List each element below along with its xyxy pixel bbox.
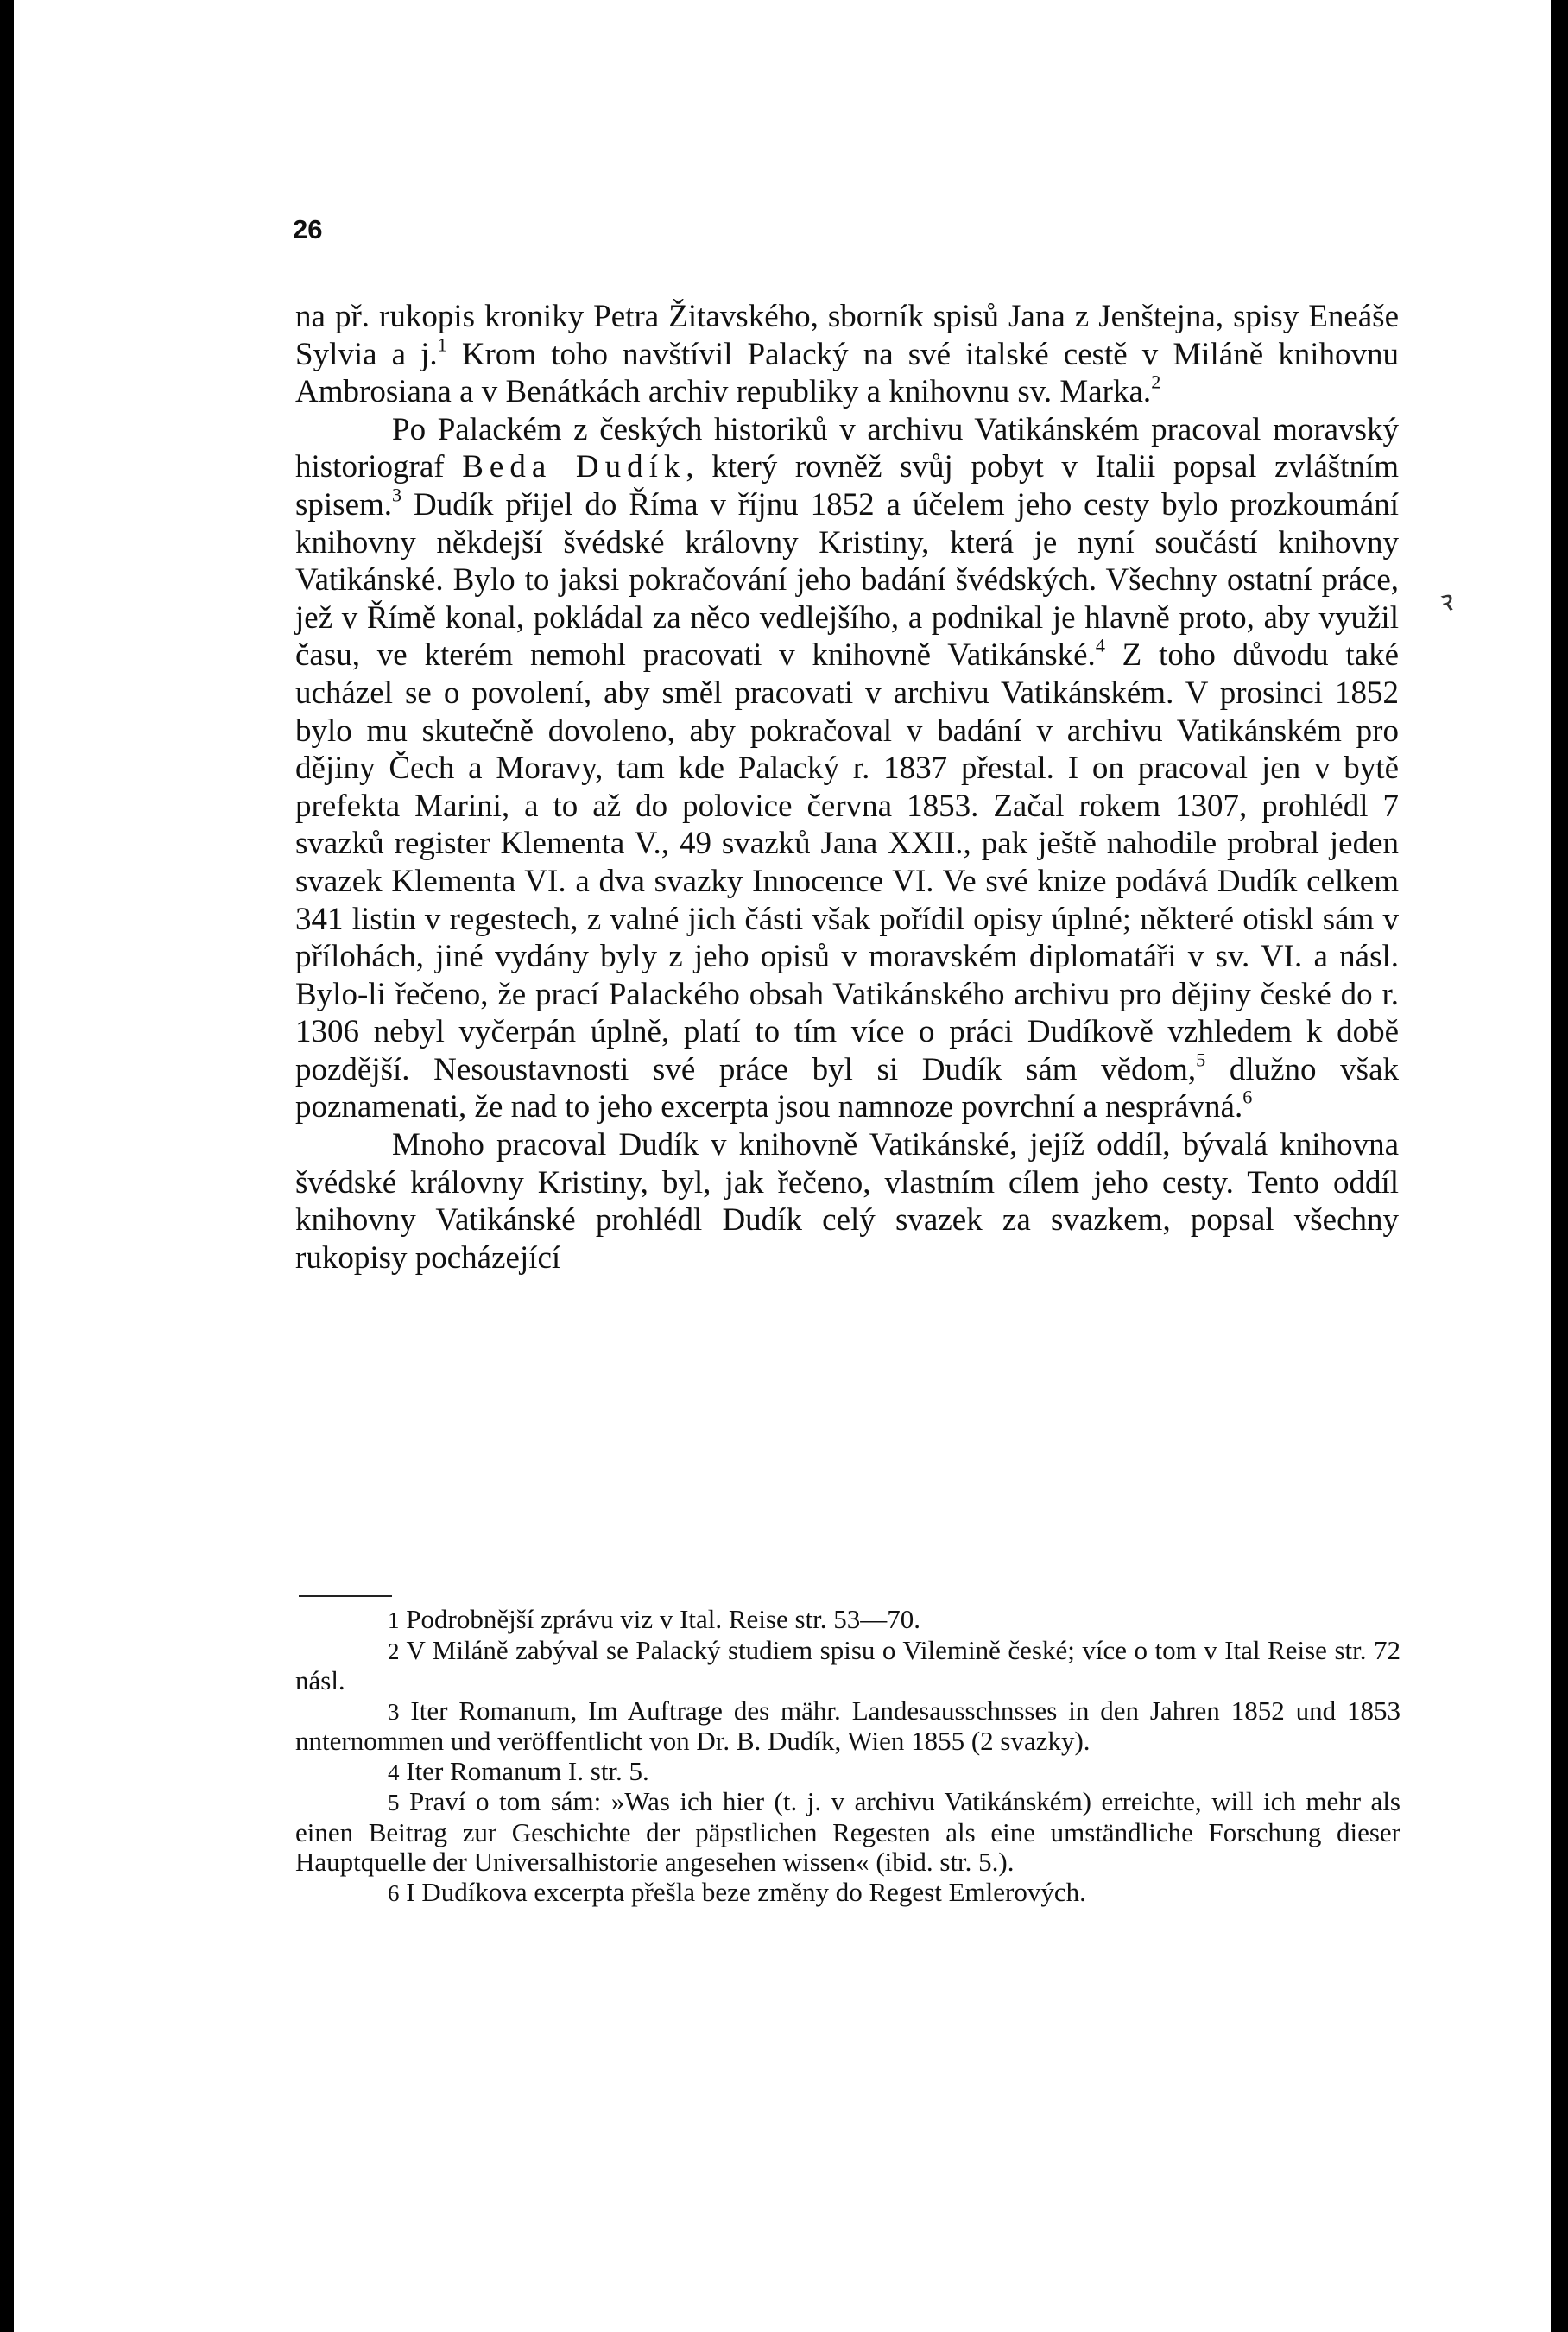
spaced-name: Beda Dudík bbox=[462, 449, 686, 485]
paragraph-2-text-1: Po Palackém z českých historiků v archivu Vatikánském pracoval moravský historiograf bbox=[295, 411, 1399, 485]
footnote-ref-1: 1 bbox=[437, 333, 447, 356]
footnote-number: 3 bbox=[388, 1698, 400, 1725]
footnote-4 bbox=[295, 1757, 1400, 1788]
footnote-ref-6: 6 bbox=[1242, 1086, 1253, 1108]
footnote-number: 1 bbox=[388, 1607, 400, 1633]
paragraph-2-text-5: dlužno však poznamenati, že nad to jeho excerpta jsou namnoze povrchní a nesprávná. bbox=[295, 1051, 1400, 1125]
paragraph-3-text-1: Mnoho pracoval Dudík v knihovně Vatikánské, jejíž oddíl, bývalá knihovna švédské královny Kristiny, byl, jak řečeno, vlastním cílem jeho cesty. Tento oddíl knihovny Vatikánské prohlédl Dudík celý svazek za svazkem, popsal všechny rukopisy pocházející bbox=[295, 1127, 1399, 1276]
footnote-ref-5: 5 bbox=[1196, 1049, 1206, 1071]
footnote-6 bbox=[295, 1878, 1400, 1909]
footnotes bbox=[295, 1605, 1400, 1908]
footnote-ref-3: 3 bbox=[392, 484, 402, 506]
footnote-1 bbox=[295, 1605, 1400, 1636]
paragraph-1-text-2: Krom toho navštívil Palacký na své italské cestě v Miláně knihovnu Ambrosiana a v Benátkách archiv republiky a knihovnu sv. Marka. bbox=[295, 336, 1399, 410]
paragraph-2-text-4: Z toho důvodu také ucházel se o povolení, aby směl pracovati v archivu Vatikánském. V prosinci 1852 bylo mu skutečně dovoleno, aby pokračoval v badání v archivu Vatikánském pro dějiny Čech a Moravy, tam kde Palacký r. 1837 přestal. I on pracoval jen v bytě prefekta Marini, a to až do polovice června 1853. Začal rokem 1307, prohlédl 7 svazků register Klementa V., 49 svazků Jana XXII., pak ještě nahodile probral jeden svazek Klementa VI. a dva svazky Innocence VI. Ve své knize podává Dudík celkem 341 listin v regestech, z valné jich části však pořídil opisy úplné; některé otiskl sám v přílohách, jiné vydány byly z jeho opisů v moravském diplomatáři v sv. VI. a násl. Bylo-li řečeno, že prací Palackého obsah Vatikánského archivu pro dějiny české do r. 1306 nebyl vyčerpán úplně, platí to tím více o práci Dudíkově vzhledem k době pozdější. Nesoustavnosti své práce byl si Dudík sám vědom, bbox=[295, 637, 1399, 1087]
paragraph-2-text-2: , který rovněž svůj pobyt v Italii popsal zvláštním spisem. bbox=[295, 449, 1400, 523]
footnote-number: 4 bbox=[388, 1759, 400, 1785]
paragraph-1 bbox=[295, 298, 1399, 411]
footnote-5 bbox=[295, 1787, 1400, 1878]
paragraph-2-text-3: Dudík přijel do Říma v říjnu 1852 a účelem jeho cesty bylo prozkoumání knihovny někdejší švédské královny Kristiny, která je nyní součástí knihovny Vatikánské. Bylo to jaksi pokračování jeho badání švédských. Všechny ostatní práce, jež v Římě konal, pokládal za něco vedlejšího, a podnikal je hlavně proto, aby využil času, ve kterém nemohl pracovati v knihovně Vatikánské. bbox=[295, 486, 1399, 674]
footnote-ref-4: 4 bbox=[1095, 634, 1105, 656]
margin-correction-mark: ꝛ bbox=[1432, 583, 1456, 621]
footnote-text: V Miláně zabýval se Palacký studiem spisu o Vilemině české; více o tom v Ital Reise str. 72 násl. bbox=[295, 1634, 1400, 1695]
footnote-separator bbox=[299, 1595, 392, 1597]
footnote-text: Praví o tom sám: »Was ich hier (t. j. v archivu Vatikánském) erreichte, will ich mehr als einen Beitrag zur Geschichte der päpstlichen Regesten als eine umständliche Forschung dieser Hauptquelle der Universalhistorie angesehen wissen« (ibid. str. 5.). bbox=[295, 1786, 1400, 1877]
document-page bbox=[14, 0, 1551, 2332]
paragraph-1-text-1: na př. rukopis kroniky Petra Žitavského, sborník spisů Jana z Jenštejna, spisy Eneáše Sylvia a j. bbox=[295, 299, 1399, 372]
footnote-number: 6 bbox=[388, 1879, 400, 1906]
footnote-ref-2: 2 bbox=[1151, 371, 1161, 393]
paragraph-3 bbox=[295, 1126, 1399, 1277]
footnote-3 bbox=[295, 1696, 1400, 1757]
footnote-number: 2 bbox=[388, 1638, 400, 1664]
footnote-text: I Dudíkova excerpta přešla beze změny do Regest Emlerových. bbox=[399, 1876, 1086, 1907]
footnote-number: 5 bbox=[388, 1790, 400, 1816]
footnote-text: Iter Romanum, Im Auftrage des mähr. Landesausschnsses in den Jahren 1852 und 1853 nnternommen und veröffentlicht von Dr. B. Dudík, Wien 1855 (2 svazky). bbox=[295, 1695, 1400, 1756]
body-text bbox=[295, 298, 1399, 1277]
footnote-text: Iter Romanum I. str. 5. bbox=[399, 1755, 649, 1786]
footnote-text: Podrobnější zprávu viz v Ital. Reise str. 53—70. bbox=[399, 1604, 921, 1634]
page-number: 26 bbox=[293, 214, 323, 244]
footnote-2 bbox=[295, 1636, 1400, 1696]
paragraph-2 bbox=[295, 411, 1399, 1126]
